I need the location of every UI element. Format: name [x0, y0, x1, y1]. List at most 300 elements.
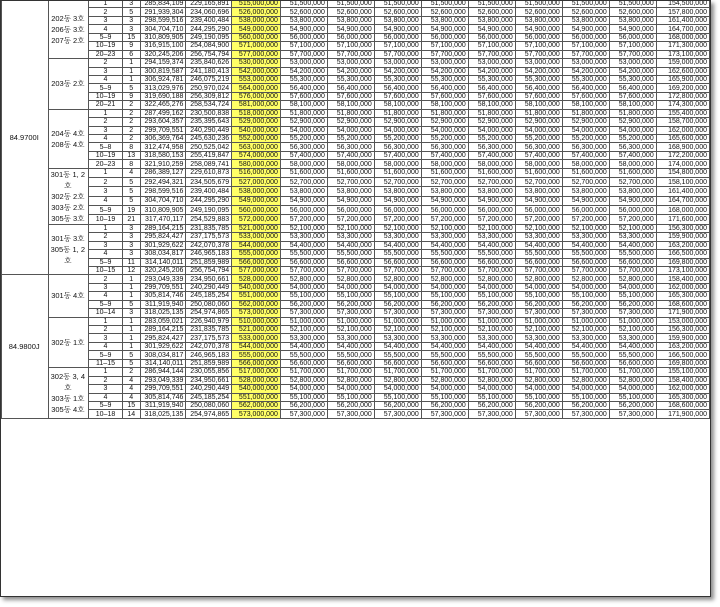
- table-row: [2, 241, 710, 249]
- table-row: [2, 309, 710, 317]
- building-unit-cell: 301동 3호 305동 1, 2호: [49, 224, 89, 275]
- amount-cell: 55,100,000: [562, 292, 609, 300]
- amount-cell: 171,600,000: [656, 215, 709, 224]
- amount-cell: 53,800,000: [327, 187, 374, 196]
- amount-cell: 53,300,000: [374, 334, 421, 342]
- amount-cell: 54,000,000: [609, 283, 656, 291]
- supply-price-cell: 555,000,000: [232, 351, 281, 359]
- amount-cell: 58,000,000: [280, 160, 327, 168]
- amount-cell: 57,100,000: [374, 42, 421, 50]
- amount-cell: 169,800,000: [656, 258, 709, 266]
- floor-cell: 10–14: [89, 309, 123, 317]
- supply-price-cell: 573,000,000: [232, 410, 281, 418]
- amount-cell: 53,000,000: [280, 59, 327, 67]
- amount-cell: 161,400,000: [656, 16, 709, 24]
- amount-cell: 56,600,000: [374, 258, 421, 266]
- amount-cell: 52,700,000: [374, 178, 421, 187]
- amount-cell: 54,900,000: [421, 25, 468, 33]
- amount-cell: 55,300,000: [421, 75, 468, 83]
- floor-cell: 1: [89, 224, 123, 232]
- amount-cell: 54,900,000: [468, 196, 515, 205]
- amount-cell: 56,600,000: [562, 258, 609, 266]
- amount-cell: 57,700,000: [327, 50, 374, 58]
- amount-cell: 55,300,000: [374, 75, 421, 83]
- amount-cell: 52,900,000: [280, 118, 327, 126]
- supply-price-cell: 526,000,000: [232, 8, 281, 16]
- amount-cell: 53,800,000: [515, 16, 562, 24]
- building-unit-cell: 301동 4호: [49, 275, 89, 317]
- amount-cell: 57,100,000: [562, 42, 609, 50]
- amount-cell: 168,600,000: [656, 300, 709, 308]
- amount-cell: 55,100,000: [280, 292, 327, 300]
- amount-cell: 57,600,000: [562, 92, 609, 100]
- unit-type-cell: 84.9800J: [2, 275, 49, 418]
- table-row: [2, 292, 710, 300]
- amount-cell: 54,900,000: [327, 196, 374, 205]
- supply-price-cell: 560,000,000: [232, 206, 281, 215]
- amount-cell: 52,100,000: [562, 224, 609, 232]
- amount-cell: 55,200,000: [280, 135, 327, 143]
- amount-cell: 256,754,794: [186, 50, 232, 58]
- floor-cell: 3: [89, 187, 123, 196]
- price-table-body: [2, 0, 710, 418]
- table-row: [2, 351, 710, 359]
- amount-cell: 56,300,000: [515, 143, 562, 151]
- amount-cell: 246,965,183: [186, 351, 232, 359]
- amount-cell: 169,200,000: [656, 84, 709, 92]
- amount-cell: 57,100,000: [280, 42, 327, 50]
- amount-cell: 258,089,741: [186, 160, 232, 168]
- amount-cell: 57,300,000: [562, 309, 609, 317]
- amount-cell: 168,000,000: [656, 206, 709, 215]
- amount-cell: 316,915,100: [140, 42, 186, 50]
- amount-cell: 318,025,135: [140, 309, 186, 317]
- amount-cell: 56,200,000: [562, 401, 609, 409]
- amount-cell: 52,800,000: [327, 376, 374, 384]
- amount-cell: 54,200,000: [515, 67, 562, 75]
- floor-cell: 20–23: [89, 160, 123, 168]
- amount-cell: 52,600,000: [562, 8, 609, 16]
- amount-cell: 57,400,000: [327, 151, 374, 159]
- amount-cell: 321,910,259: [140, 160, 186, 168]
- amount-cell: 298,599,516: [140, 187, 186, 196]
- supply-price-cell: 540,000,000: [232, 385, 281, 393]
- amount-cell: 56,400,000: [609, 84, 656, 92]
- amount-cell: 55,100,000: [374, 292, 421, 300]
- amount-cell: 55,100,000: [609, 292, 656, 300]
- table-row: [2, 178, 710, 187]
- amount-cell: 52,800,000: [421, 275, 468, 283]
- supply-price-cell: 515,000,000: [232, 0, 281, 8]
- amount-cell: 57,600,000: [421, 92, 468, 100]
- amount-cell: 53,300,000: [374, 233, 421, 241]
- amount-cell: 285,834,109: [140, 0, 186, 8]
- amount-cell: 51,800,000: [562, 109, 609, 117]
- amount-cell: 52,100,000: [515, 224, 562, 232]
- amount-cell: 168,600,000: [656, 401, 709, 409]
- amount-cell: 234,950,661: [186, 376, 232, 384]
- amount-cell: 56,400,000: [421, 84, 468, 92]
- amount-cell: 57,700,000: [562, 266, 609, 274]
- unit-count-cell: 5: [122, 84, 140, 92]
- amount-cell: 53,800,000: [374, 187, 421, 196]
- amount-cell: 52,100,000: [421, 224, 468, 232]
- amount-cell: 56,600,000: [609, 359, 656, 367]
- floor-cell: 3: [89, 16, 123, 24]
- supply-price-cell: 551,000,000: [232, 292, 281, 300]
- amount-cell: 158,400,000: [656, 275, 709, 283]
- apartment-price-table: [1, 0, 710, 419]
- amount-cell: 57,700,000: [374, 266, 421, 274]
- amount-cell: 246,965,183: [186, 250, 232, 258]
- unit-count-cell: 3: [122, 25, 140, 33]
- amount-cell: 52,900,000: [515, 118, 562, 126]
- amount-cell: 57,400,000: [562, 151, 609, 159]
- amount-cell: 55,200,000: [421, 135, 468, 143]
- building-unit-cell: 202동 3호 206동 3호 207동 2호: [49, 0, 89, 59]
- amount-cell: 229,610,873: [186, 168, 232, 177]
- unit-count-cell: 1: [122, 342, 140, 350]
- unit-count-cell: 4: [122, 376, 140, 384]
- amount-cell: 56,200,000: [421, 401, 468, 409]
- amount-cell: 56,000,000: [421, 33, 468, 41]
- amount-cell: 52,600,000: [280, 8, 327, 16]
- amount-cell: 52,900,000: [327, 118, 374, 126]
- amount-cell: 57,200,000: [609, 215, 656, 224]
- amount-cell: 295,824,427: [140, 233, 186, 241]
- amount-cell: 51,700,000: [374, 368, 421, 376]
- amount-cell: 58,100,000: [280, 101, 327, 109]
- amount-cell: 56,600,000: [327, 258, 374, 266]
- table-row: [2, 135, 710, 143]
- amount-cell: 52,100,000: [280, 224, 327, 232]
- floor-cell: 1: [89, 317, 123, 325]
- amount-cell: 54,000,000: [374, 283, 421, 291]
- amount-cell: 249,190,095: [186, 33, 232, 41]
- table-row: [2, 126, 710, 134]
- amount-cell: 57,600,000: [609, 92, 656, 100]
- amount-cell: 53,000,000: [515, 59, 562, 67]
- amount-cell: 54,000,000: [468, 126, 515, 134]
- amount-cell: 56,400,000: [327, 84, 374, 92]
- amount-cell: 237,175,573: [186, 233, 232, 241]
- amount-cell: 54,000,000: [515, 385, 562, 393]
- unit-count-cell: 3: [122, 309, 140, 317]
- amount-cell: 56,300,000: [280, 143, 327, 151]
- amount-cell: 56,200,000: [421, 300, 468, 308]
- amount-cell: 57,600,000: [374, 92, 421, 100]
- table-row: [2, 275, 710, 283]
- unit-count-cell: 4: [122, 393, 140, 401]
- table-row: [2, 300, 710, 308]
- amount-cell: 319,690,188: [140, 92, 186, 100]
- supply-price-cell: 538,000,000: [232, 16, 281, 24]
- amount-cell: 54,200,000: [280, 67, 327, 75]
- amount-cell: 54,000,000: [562, 385, 609, 393]
- amount-cell: 57,400,000: [468, 151, 515, 159]
- amount-cell: 53,300,000: [327, 334, 374, 342]
- table-row: [2, 393, 710, 401]
- amount-cell: 56,400,000: [562, 84, 609, 92]
- amount-cell: 57,200,000: [515, 215, 562, 224]
- table-row: [2, 250, 710, 258]
- amount-cell: 171,900,000: [656, 309, 709, 317]
- floor-cell: 1: [89, 0, 123, 8]
- amount-cell: 51,000,000: [421, 317, 468, 325]
- amount-cell: 53,300,000: [515, 233, 562, 241]
- amount-cell: 58,000,000: [609, 160, 656, 168]
- unit-count-cell: 13: [122, 151, 140, 159]
- amount-cell: 156,300,000: [656, 224, 709, 232]
- amount-cell: 55,300,000: [562, 75, 609, 83]
- amount-cell: 171,900,000: [656, 410, 709, 418]
- table-row: [2, 8, 710, 16]
- amount-cell: 314,140,011: [140, 258, 186, 266]
- amount-cell: 305,814,746: [140, 292, 186, 300]
- amount-cell: 258,534,724: [186, 101, 232, 109]
- floor-cell: 5–9: [89, 258, 123, 266]
- amount-cell: 52,800,000: [374, 275, 421, 283]
- amount-cell: 52,800,000: [374, 376, 421, 384]
- amount-cell: 56,600,000: [421, 359, 468, 367]
- amount-cell: 57,300,000: [374, 309, 421, 317]
- amount-cell: 52,100,000: [562, 326, 609, 334]
- building-unit-cell: 302동 3, 4호 303동 1호 305동 4호: [49, 368, 89, 419]
- amount-cell: 246,075,219: [186, 75, 232, 83]
- supply-price-cell: 540,000,000: [232, 126, 281, 134]
- supply-price-cell: 553,000,000: [232, 75, 281, 83]
- amount-cell: 292,494,321: [140, 178, 186, 187]
- amount-cell: 54,900,000: [562, 25, 609, 33]
- unit-count-cell: 1: [122, 317, 140, 325]
- supply-price-cell: 538,000,000: [232, 187, 281, 196]
- amount-cell: 314,140,011: [140, 359, 186, 367]
- table-row: [2, 317, 710, 325]
- amount-cell: 53,000,000: [609, 59, 656, 67]
- amount-cell: 57,700,000: [515, 266, 562, 274]
- amount-cell: 58,000,000: [327, 160, 374, 168]
- amount-cell: 154,500,000: [656, 0, 709, 8]
- amount-cell: 57,300,000: [327, 410, 374, 418]
- amount-cell: 52,700,000: [562, 178, 609, 187]
- floor-cell: 2: [89, 59, 123, 67]
- amount-cell: 52,100,000: [609, 326, 656, 334]
- amount-cell: 54,000,000: [374, 126, 421, 134]
- unit-count-cell: 2: [122, 109, 140, 117]
- amount-cell: 57,100,000: [421, 42, 468, 50]
- amount-cell: 56,200,000: [280, 401, 327, 409]
- supply-price-cell: 573,000,000: [232, 309, 281, 317]
- amount-cell: 53,300,000: [280, 334, 327, 342]
- amount-cell: 251,859,989: [186, 258, 232, 266]
- amount-cell: 51,000,000: [374, 317, 421, 325]
- amount-cell: 56,300,000: [609, 143, 656, 151]
- amount-cell: 52,700,000: [515, 178, 562, 187]
- floor-cell: 3: [89, 385, 123, 393]
- amount-cell: 57,700,000: [421, 50, 468, 58]
- amount-cell: 54,900,000: [327, 25, 374, 33]
- unit-count-cell: 2: [122, 368, 140, 376]
- unit-count-cell: 5: [122, 8, 140, 16]
- amount-cell: 51,000,000: [468, 317, 515, 325]
- amount-cell: 54,900,000: [468, 25, 515, 33]
- amount-cell: 240,290,449: [186, 385, 232, 393]
- amount-cell: 56,400,000: [468, 84, 515, 92]
- amount-cell: 52,600,000: [374, 8, 421, 16]
- amount-cell: 54,000,000: [327, 283, 374, 291]
- floor-cell: 1: [89, 168, 123, 177]
- supply-price-cell: 521,000,000: [232, 224, 281, 232]
- amount-cell: 56,000,000: [327, 33, 374, 41]
- amount-cell: 153,000,000: [656, 317, 709, 325]
- amount-cell: 53,300,000: [609, 233, 656, 241]
- supply-price-cell: 528,000,000: [232, 376, 281, 384]
- amount-cell: 54,200,000: [421, 67, 468, 75]
- amount-cell: 51,700,000: [327, 368, 374, 376]
- supply-price-cell: 562,000,000: [232, 401, 281, 409]
- amount-cell: 250,525,042: [186, 143, 232, 151]
- amount-cell: 56,600,000: [421, 258, 468, 266]
- floor-cell: 20–23: [89, 50, 123, 58]
- amount-cell: 54,400,000: [562, 241, 609, 249]
- amount-cell: 235,395,643: [186, 118, 232, 126]
- amount-cell: 58,000,000: [421, 160, 468, 168]
- amount-cell: 55,100,000: [468, 393, 515, 401]
- amount-cell: 162,000,000: [656, 126, 709, 134]
- table-row: [2, 16, 710, 24]
- amount-cell: 255,419,847: [186, 151, 232, 159]
- amount-cell: 55,500,000: [327, 250, 374, 258]
- floor-cell: 4: [89, 25, 123, 33]
- amount-cell: 58,000,000: [374, 160, 421, 168]
- floor-cell: 10–19: [89, 42, 123, 50]
- amount-cell: 51,600,000: [468, 168, 515, 177]
- floor-cell: 4: [89, 75, 123, 83]
- amount-cell: 55,200,000: [468, 135, 515, 143]
- amount-cell: 283,059,021: [140, 317, 186, 325]
- amount-cell: 54,400,000: [280, 342, 327, 350]
- amount-cell: 52,800,000: [280, 275, 327, 283]
- supply-price-cell: 576,000,000: [232, 92, 281, 100]
- amount-cell: 51,500,000: [280, 0, 327, 8]
- amount-cell: 320,245,206: [140, 266, 186, 274]
- amount-cell: 299,709,551: [140, 126, 186, 134]
- amount-cell: 55,500,000: [468, 250, 515, 258]
- amount-cell: 57,300,000: [327, 309, 374, 317]
- amount-cell: 57,200,000: [421, 215, 468, 224]
- amount-cell: 52,800,000: [327, 275, 374, 283]
- amount-cell: 300,819,587: [140, 67, 186, 75]
- supply-price-cell: 577,000,000: [232, 266, 281, 274]
- amount-cell: 52,100,000: [374, 326, 421, 334]
- amount-cell: 161,400,000: [656, 187, 709, 196]
- amount-cell: 58,000,000: [562, 160, 609, 168]
- amount-cell: 53,000,000: [421, 59, 468, 67]
- amount-cell: 55,500,000: [327, 351, 374, 359]
- amount-cell: 240,290,449: [186, 283, 232, 291]
- amount-cell: 308,034,817: [140, 351, 186, 359]
- amount-cell: 234,950,661: [186, 275, 232, 283]
- amount-cell: 55,100,000: [515, 393, 562, 401]
- unit-count-cell: 2: [122, 101, 140, 109]
- table-row: [2, 143, 710, 151]
- amount-cell: 230,500,838: [186, 109, 232, 117]
- amount-cell: 304,704,710: [140, 196, 186, 205]
- amount-cell: 166,500,000: [656, 250, 709, 258]
- amount-cell: 164,700,000: [656, 25, 709, 33]
- floor-cell: 10–19: [89, 215, 123, 224]
- amount-cell: 57,700,000: [515, 50, 562, 58]
- amount-cell: 58,100,000: [327, 101, 374, 109]
- amount-cell: 54,400,000: [515, 342, 562, 350]
- amount-cell: 56,200,000: [374, 401, 421, 409]
- amount-cell: 52,100,000: [515, 326, 562, 334]
- table-row: [2, 160, 710, 168]
- amount-cell: 56,200,000: [609, 401, 656, 409]
- amount-cell: 158,700,000: [656, 118, 709, 126]
- amount-cell: 52,100,000: [468, 326, 515, 334]
- supply-price-cell: 552,000,000: [232, 135, 281, 143]
- amount-cell: 306,924,781: [140, 75, 186, 83]
- amount-cell: 56,000,000: [562, 33, 609, 41]
- amount-cell: 56,300,000: [374, 143, 421, 151]
- amount-cell: 54,200,000: [468, 67, 515, 75]
- amount-cell: 56,600,000: [515, 359, 562, 367]
- amount-cell: 53,300,000: [421, 334, 468, 342]
- amount-cell: 287,499,162: [140, 109, 186, 117]
- amount-cell: 52,700,000: [609, 178, 656, 187]
- amount-cell: 57,700,000: [421, 266, 468, 274]
- supply-price-cell: 529,000,000: [232, 118, 281, 126]
- floor-cell: 1: [89, 368, 123, 376]
- amount-cell: 56,000,000: [515, 206, 562, 215]
- amount-cell: 299,709,551: [140, 385, 186, 393]
- floor-cell: 5–9: [89, 33, 123, 41]
- amount-cell: 237,175,573: [186, 334, 232, 342]
- amount-cell: 54,400,000: [280, 241, 327, 249]
- amount-cell: 51,000,000: [327, 317, 374, 325]
- amount-cell: 55,500,000: [374, 250, 421, 258]
- amount-cell: 57,600,000: [327, 92, 374, 100]
- floor-cell: 4: [89, 135, 123, 143]
- floor-cell: 2: [89, 326, 123, 334]
- amount-cell: 57,700,000: [562, 50, 609, 58]
- unit-count-cell: 2: [122, 135, 140, 143]
- amount-cell: 245,185,254: [186, 292, 232, 300]
- amount-cell: 57,300,000: [609, 410, 656, 418]
- amount-cell: 310,809,905: [140, 206, 186, 215]
- floor-cell: 2: [89, 275, 123, 283]
- table-row: [2, 42, 710, 50]
- supply-price-cell: 510,000,000: [232, 317, 281, 325]
- table-row: [2, 25, 710, 33]
- amount-cell: 54,400,000: [609, 241, 656, 249]
- amount-cell: 54,400,000: [468, 342, 515, 350]
- amount-cell: 291,939,304: [140, 8, 186, 16]
- amount-cell: 57,400,000: [374, 151, 421, 159]
- unit-count-cell: 3: [122, 0, 140, 8]
- amount-cell: 310,809,905: [140, 33, 186, 41]
- amount-cell: 254,529,883: [186, 215, 232, 224]
- amount-cell: 53,800,000: [280, 16, 327, 24]
- amount-cell: 293,049,339: [140, 275, 186, 283]
- amount-cell: 57,100,000: [515, 42, 562, 50]
- unit-type-cell: 84.9700I: [2, 0, 49, 275]
- amount-cell: 165,600,000: [656, 135, 709, 143]
- amount-cell: 52,100,000: [609, 224, 656, 232]
- amount-cell: 57,700,000: [609, 50, 656, 58]
- amount-cell: 317,470,117: [140, 215, 186, 224]
